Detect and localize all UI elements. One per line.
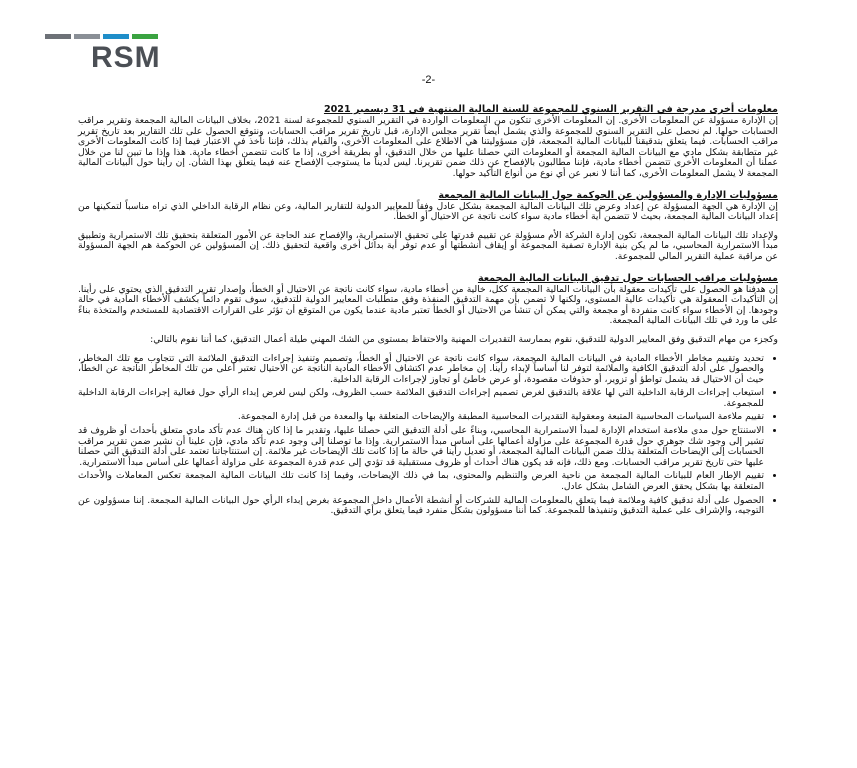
list-item: • الاستنتاج حول مدى ملاءمة استخدام الإدارة لمبدأ الاستمرارية المحاسبي، وبناءً على أدلة التدقيق التي حصلنا عليها، وتقدير ما إذا كان هناك عدم تأكد مادي متعلق بأحداث أو ظروف قد تشير إلى وجود شك جوهري حول قدرة المجموعة على مزاولة أعمالها على أساس مبدأ الاستمرارية. وإذا ما توصلنا إلى وجود عدم تأكد مادي، فإن علينا أن نشير ضمن تقرير مراقب الحسابات إلى الإيضاحات المتعلقة بذلك ضمن البيانات المالية المجمعة، أو تعديل رأينا في حالة ما إذا كانت تلك الإيضاحات غير ملائمة. إن استنتاجاتنا تعتمد على أدلة التدقيق التي حصلنا عليها حتى تاريخ تقرير مراقب الحسابات. ومع ذلك، فإنه قد يكون هناك أحداث أو ظروف مستقبلية قد تؤدي إلى عدم قدرة المجموعة على مزاولة أعمالها على أساس مبدأ الاستمرارية.	[78, 426, 764, 468]
page-number: -2-	[421, 74, 436, 86]
auditor-paragraph-2: وكجزء من مهام التدقيق وفق المعايير الدولية للتدقيق، نقوم بممارسة التقديرات المهنية والاحتفاظ بمستوى من الشك المهني طيلة أعمال التدقيق، كما أننا نقوم بالتالي:	[150, 333, 778, 345]
list-item: • تقييم الإطار العام للبيانات المالية المجمعة من ناحية العرض والتنظيم والمحتوى، بما في ذلك الإيضاحات، وفيما إذا كانت تلك البيانات المالية المجمعة تعكس المعاملات والأحداث المتعلقة بها بشكل يحقق العرض الشامل بشكل عادل.	[78, 471, 764, 492]
auditor-heading: مسؤوليات مراقب الحسابات حول تدقيق البيانات المالية المجمعة	[477, 272, 778, 284]
other-info-heading: معلومات أخرى مدرجة في التقرير السنوي للمجموعة للسنة المالية المنتهية في 31 ديسمبر 2021	[323, 104, 778, 115]
management-heading: مسؤوليات الإدارة والمسؤولين عن الحوكمة حول البيانات المالية المجمعة	[438, 189, 778, 201]
other-info-paragraph: إن الإدارة مسؤولة عن المعلومات الأخرى. إن المعلومات الأخرى تتكون من المعلومات الواردة في التقرير السنوي للمجموعة لسنة 2021، بخلاف البيانات المالية المجمعة وتقرير مراقب الحسابات حولها. لم نحصل على التقرير السنوي للمجموعة والذي يشمل أيضاً تقرير مجلس الإدارة، قبل تاريخ تقرير مراقب الحسابات، ونتوقع الحصول على تلك التقارير بعد تاريخ تقرير مراقب الحسابات. فيما يتعلق بتدقيقنا للبيانات المالية المجمعة، فإن مسؤوليتنا هي الاطلاع على المعلومات الأخرى، والقيام بذلك، فإننا نأخذ في الاعتبار فيما إذا كانت المعلومات الأخرى غير متطابقة بشكل مادي مع البيانات المالية المجمعة أو المعلومات التي حصلنا عليها من خلال التدقيق، أو بطريقة أخرى، إذا ما كانت تتضمن أخطاء مادية. هذا وإذا ما تبين لنا من خلال عملنا أن المعلومات الأخرى تتضمن أخطاء مادية، فإننا مطالبون بالإفصاح عن ذلك ضمن تقريرنا. ليس لدينا ما يستوجب الإفصاح عنه فيما يتعلق بهذا الشأن. إن رأينا حول البيانات المالية المجمعة لا يشمل المعلومات الأخرى، كما أننا لا نعبر عن أي نوع من أنواع التأكيد حولها.	[78, 115, 779, 179]
management-paragraph-2: ولإعداد تلك البيانات المالية المجمعة، تكون إدارة الشركة الأم مسؤولة عن تقييم قدرتها على تحقيق الاستمرارية، والإفصاح عند الحاجة عن الأمور المتعلقة بتحقيق تلك الاستمرارية وتطبيق مبدأ الاستمرارية المحاسبي، ما لم يكن بنية الإدارة تصفية المجموعة أو إيقاف أنشطتها أو عدم توفر أية بدائل أخرى واقعية لتحقيق ذلك. إن المسؤولين عن الحوكمة هم الجهة المسؤولة عن مراقبة عملية التقرير المالي للمجموعة.	[78, 229, 778, 262]
logo-bar-lightgray	[74, 34, 100, 39]
management-paragraph-1: إن الإدارة هي الجهة المسؤولة عن إعداد وعرض تلك البيانات المالية المجمعة بشكل عادل وفقاً للمعايير الدولية للتقارير المالية، وعن نظام الرقابة الداخلي الذي تراه مناسباً لتمكينها من إعداد البيانات المالية المجمعة، بحيث لا تتضمن أية أخطاء مادية سواء كانت ناتجة عن الاحتيال أو الخطأ.	[78, 200, 778, 223]
list-item: • تحديد وتقييم مخاطر الأخطاء المادية في البيانات المالية المجمعة، سواء كانت ناتجة عن الاحتيال أو الخطأ، وتصميم وتنفيذ إجراءات التدقيق الملائمة التي تتجاوب مع تلك المخاطر، والحصول على أدلة التدقيق الكافية والملائمة لتوفر لنا أساساً لإبداء رأينا. إن مخاطر عدم اكتشاف الأخطاء المادية الناتجة عن الاحتيال تعتبر أعلى من تلك المخاطر الناتجة عن الخطأ، حيث أن الاحتيال قد يشمل تواطؤ أو تزوير، أو حذوفات مقصودة، أو عرض خاطئ أو تجاوز لإجراءات الرقابة الداخلية.	[78, 354, 764, 386]
logo-bar-green	[132, 34, 158, 39]
list-item: • استيعاب إجراءات الرقابة الداخلية التي لها علاقة بالتدقيق لغرض تصميم إجراءات التدقيق الملائمة حسب الظروف، ولكن ليس لغرض إبداء الرأي حول فعالية إجراءات الرقابة الداخلية للمجموعة.	[78, 388, 764, 409]
document-body	[78, 104, 778, 520]
logo-wordmark: RSM	[91, 41, 161, 74]
logo-bar-blue	[103, 34, 129, 39]
rsm-logo	[45, 34, 175, 74]
logo-color-bars	[45, 34, 175, 39]
auditor-paragraph-1: إن هدفنا هو الحصول على تأكيدات معقولة بأن البيانات المالية المجمعة ككل، خالية من أخطاء مادية، سواء كانت ناتجة عن الاحتيال أو الخطأ، وإصدار تقرير التدقيق الذي يحتوي على رأينا. إن التأكيدات المعقولة هي تأكيدات عالية المستوى، ولكنها لا تضمن بأن مهمة التدقيق المنفذة وفق متطلبات المعايير الدولية للتدقيق، سوف تقوم دائماً بكشف الأخطاء المادية في حالة وجودها. إن الأخطاء سواء كانت منفردة أو مجمعة والتي يمكن أن تنشأ من الاحتيال أو الخطأ تعتبر مادية عندما يكون من المتوقع أن تؤثر على القرارات الاقتصادية للمستخدم والمتخذة بناءً على ما ورد في تلك البيانات المالية المجمعة.	[78, 283, 778, 327]
list-item: • الحصول على أدلة تدقيق كافية وملائمة فيما يتعلق بالمعلومات المالية للشركات أو أنشطة الأعمال داخل المجموعة بغرض إبداء الرأي حول البيانات المالية المجمعة. إننا مسؤولون عن التوجيه، والإشراف على عملية التدقيق وتنفيذها للمجموعة. كما أننا مسؤولون بشكل منفرد فيما يتعلق برأي التدقيق.	[78, 496, 764, 517]
list-item: • تقييم ملاءمة السياسات المحاسبية المتبعة ومعقولية التقديرات المحاسبية المطبقة والإيضاحات المتعلقة بها والمعدة من قبل إدارة المجموعة.	[78, 412, 764, 423]
auditor-bullet-list	[78, 354, 778, 517]
logo-bar-gray	[45, 34, 71, 39]
